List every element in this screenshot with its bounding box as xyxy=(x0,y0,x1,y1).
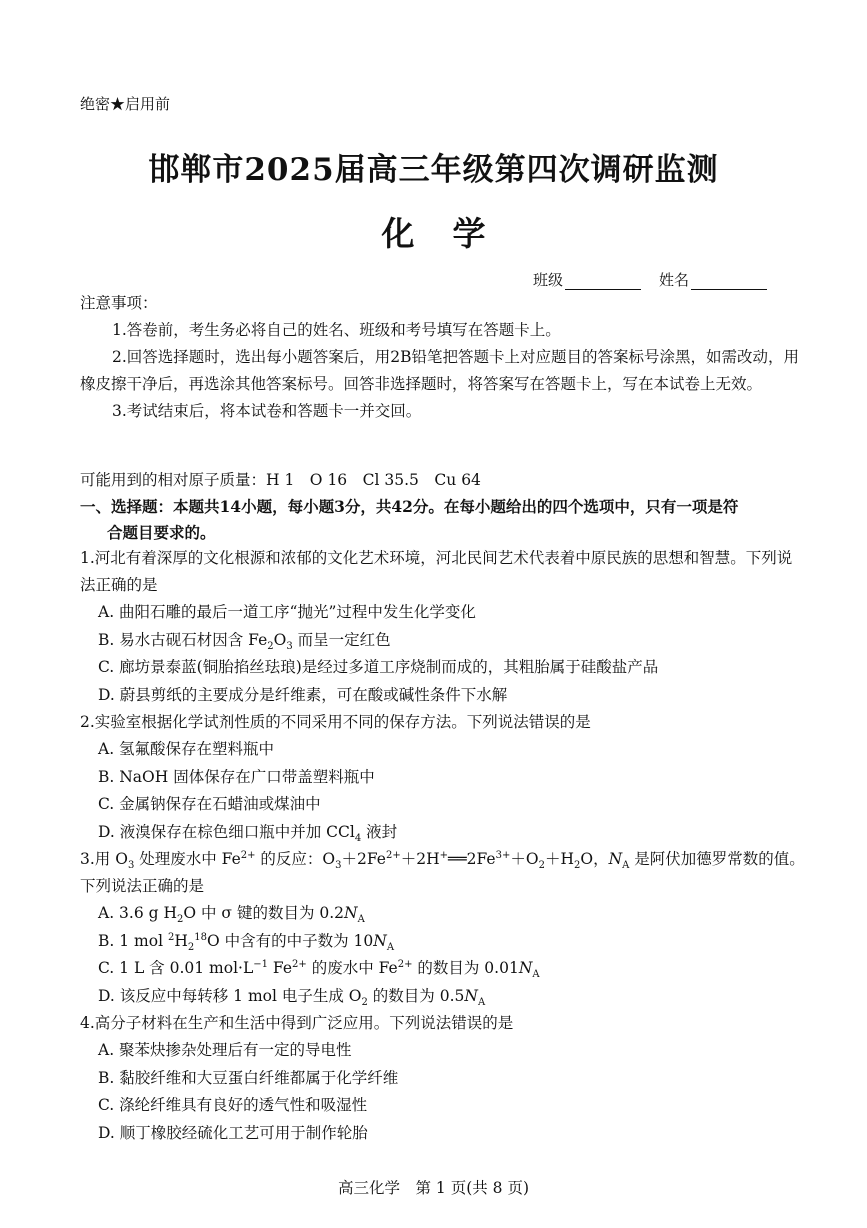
option-c: C. 涤纶纤维具有良好的透气性和吸湿性 xyxy=(98,1096,368,1114)
notice-item-2: 2.回答选择题时，选出每小题答案后，用2B铅笔把答题卡上对应题目的答案标号涂黑，如需改动，用橡皮擦干净后，再选涂其他答案标号。回答非选择题时，将答案写在答题卡上，写在本试卷上无效。 xyxy=(80,348,800,393)
option-d: D. 蔚县剪纸的主要成分是纤维素，可在酸或碱性条件下水解 xyxy=(98,685,508,704)
option-a: A. 聚苯炔掺杂处理后有一定的导电性 xyxy=(98,1041,352,1059)
question-stem: 2.实验室根据化学试剂性质的不同采用不同的保存方法。下列说法错误的是 xyxy=(80,713,591,731)
questions xyxy=(80,545,805,1147)
notice-heading: 注意事项： xyxy=(80,294,158,312)
question-3 xyxy=(80,846,805,1010)
question-2 xyxy=(80,709,805,846)
question-stem: 4.高分子材料在生产和生活中得到广泛应用。下列说法错误的是 xyxy=(80,1014,514,1032)
option-a: A. 曲阳石雕的最后一道工序“抛光”过程中发生化学变化 xyxy=(98,603,476,621)
notice-section xyxy=(80,290,805,425)
subject-title: 化学 xyxy=(381,214,524,253)
option-b: B. NaOH 固体保存在广口带盖塑料瓶中 xyxy=(98,767,375,786)
class-label: 班级 xyxy=(532,271,563,289)
name-blank xyxy=(691,273,767,290)
student-fields xyxy=(533,270,767,290)
option-b: B. 1 mol $^2H_2^{18}O$ 中含有的中子数为 $10N_A$ xyxy=(98,931,395,953)
question-stem: 3.用 $O_3$ 处理废水中 $Fe^{2+}$ 的反应：$O_3+2Fe^{2+}+2H^+══2Fe^{3+}+O_2+H_2O$，$N_A$ 是阿伏加德罗常数的值。下列说法正确的是 xyxy=(80,849,805,895)
section-line-1: 一、选择题：本题共14小题，每小题3分，共42分。在每小题给出的四个选项中，只有一项是符 xyxy=(80,497,739,516)
secret-mark: 绝密★启用前 xyxy=(80,95,171,113)
question-4 xyxy=(80,1010,805,1147)
option-a: A. 3.6 g $H_2O$ 中 σ 键的数目为 $0.2N_A$ xyxy=(98,904,365,926)
option-d: D. 顺丁橡胶经硫化工艺可用于制作轮胎 xyxy=(98,1123,368,1142)
class-blank xyxy=(565,273,641,290)
option-d: D. 该反应中每转移 1 mol 电子生成 $O_2$ 的数目为 $0.5N_A$ xyxy=(98,986,486,1008)
notice-item-3: 3.考试结束后，将本试卷和答题卡一并交回。 xyxy=(112,402,422,420)
section-heading xyxy=(80,494,805,546)
question-1 xyxy=(80,545,805,709)
option-b: B. 易水古砚石材因含 $Fe_2O_3$ 而呈一定红色 xyxy=(98,630,391,652)
option-c: C. 1 L 含 0.01 $mol\cdot L^{-1}$ $Fe^{2+}$ 的废水中 $Fe^{2+}$ 的数目为 $0.01N_A$ xyxy=(98,958,540,981)
exam-title: 邯郸市2025届高三年级第四次调研监测 xyxy=(148,152,719,188)
option-a: A. 氢氟酸保存在塑料瓶中 xyxy=(98,740,275,758)
question-stem: 1.河北有着深厚的文化根源和浓郁的文化艺术环境，河北民间艺术代表着中原民族的思想和智慧。下列说法正确的是 xyxy=(80,549,793,594)
notice-item-1: 1.答卷前，考生务必将自己的姓名、班级和考号填写在答题卡上。 xyxy=(112,321,561,339)
option-c: C. 金属钠保存在石蜡油或煤油中 xyxy=(98,795,321,813)
name-label: 姓名 xyxy=(658,271,689,289)
option-c: C. 廊坊景泰蓝(铜胎掐丝珐琅)是经过多道工序烧制而成的，其粗胎属于硅酸盐产品 xyxy=(98,658,659,676)
page-footer: 高三化学 第 1 页(共 8 页) xyxy=(337,1179,530,1197)
option-d: D. 液溴保存在棕色细口瓶中并加 CCl$_4$ 液封 xyxy=(98,822,398,844)
atomic-masses: 可能用到的相对原子质量：H 1 O 16 Cl 35.5 Cu 64 xyxy=(80,471,481,489)
section-line-2: 合题目要求的。 xyxy=(107,523,216,542)
class-field xyxy=(533,270,641,290)
option-b: B. 黏胶纤维和大豆蛋白纤维都属于化学纤维 xyxy=(98,1068,399,1087)
name-field xyxy=(659,270,767,290)
